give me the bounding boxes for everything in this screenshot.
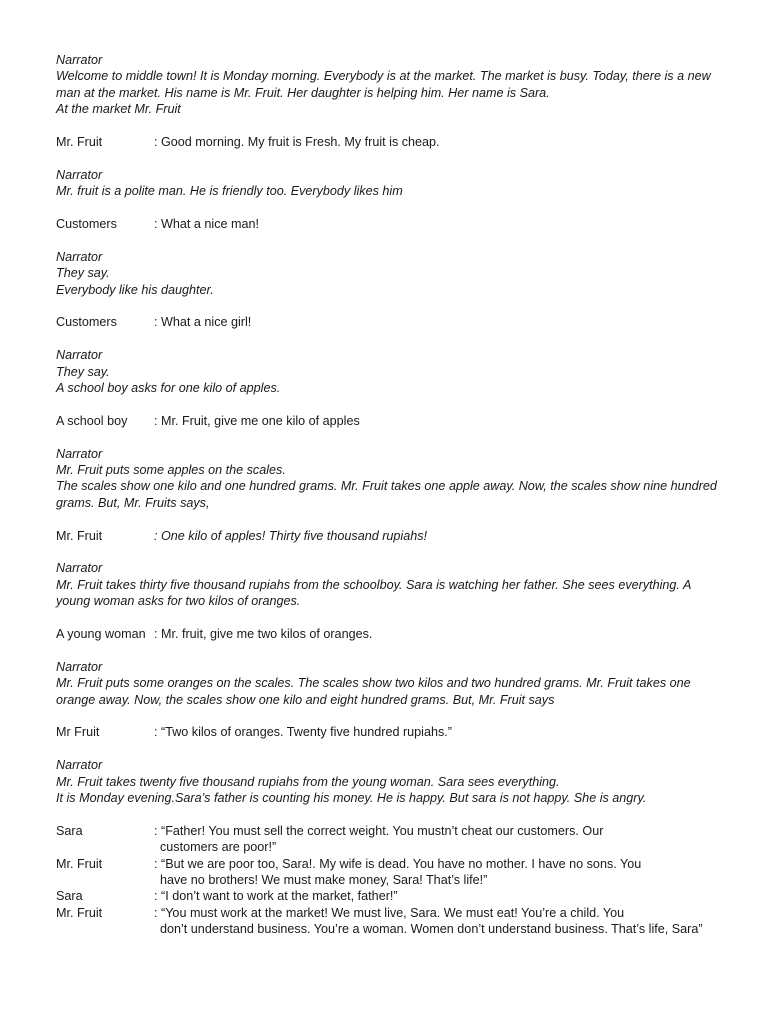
dialogue-line xyxy=(56,856,746,889)
dialogue-text-line: : “I don’t want to work at the market, father!” xyxy=(154,889,398,904)
dialogue-line xyxy=(56,888,746,904)
narration-line: The scales show one kilo and one hundred grams. Mr. Fruit takes one apple away. Now, the scales show nine hundred xyxy=(56,479,717,494)
dialogue-line xyxy=(56,823,746,856)
narration-line: Mr. fruit is a polite man. He is friendly too. Everybody likes him xyxy=(56,184,403,199)
dialogue-text xyxy=(154,856,746,889)
narrator-label: Narrator xyxy=(56,758,103,773)
dialogue-text-line: : What a nice girl! xyxy=(154,315,252,330)
dialogue-text xyxy=(154,905,746,938)
dialogue-text xyxy=(154,216,746,232)
narrator-label: Narrator xyxy=(56,249,103,264)
narration-line: young woman asks for two kilos of oranges. xyxy=(56,594,301,609)
paragraph-gap xyxy=(56,741,746,757)
dialogue-text-line: : “Father! You must sell the correct weight. You mustn’t cheat our customers. Our xyxy=(154,823,604,838)
paragraph-gap xyxy=(56,642,746,658)
dialogue-text-line: : What a nice man! xyxy=(154,217,259,232)
narrator-label: Narrator xyxy=(56,446,103,461)
paragraph-gap xyxy=(56,396,746,412)
dialogue-text-line: : Good morning. My fruit is Fresh. My fruit is cheap. xyxy=(154,135,440,150)
narrator-label: Narrator xyxy=(56,167,103,182)
paragraph-gap xyxy=(56,232,746,248)
paragraph-gap xyxy=(56,511,746,527)
narration-line: Mr. Fruit takes thirty five thousand rupiahs from the schoolboy. Sara is watching her father. She sees everything. A xyxy=(56,577,692,592)
dialogue-line xyxy=(56,905,746,938)
narration-block xyxy=(56,446,746,512)
narration-block xyxy=(56,347,746,396)
narrator-label: Narrator xyxy=(56,561,103,576)
dialogue-text-line: have no brothers! We must make money, Sara! That’s life!” xyxy=(160,873,488,888)
dialogue-text-line: customers are poor!” xyxy=(160,840,277,855)
speaker-name: A school boy xyxy=(56,413,128,428)
dialogue-text-line: : “Two kilos of oranges. Twenty five hundred rupiahs.” xyxy=(154,725,452,740)
narration-line: orange away. Now, the scales show one kilo and eight hundred grams. But, Mr. Fruit says xyxy=(56,692,555,707)
narration-line: man at the market. His name is Mr. Fruit. Her daughter is helping him. Her name is Sara. xyxy=(56,85,550,100)
speaker-name: Customers xyxy=(56,315,117,330)
paragraph-gap xyxy=(56,150,746,166)
speaker-name: Mr. Fruit xyxy=(56,905,103,920)
paragraph-gap xyxy=(56,118,746,134)
dialogue-text-line: : One kilo of apples! Thirty five thousand rupiahs! xyxy=(154,528,428,543)
narration-line: grams. But, Mr. Fruits says, xyxy=(56,495,210,510)
narrator-label: Narrator xyxy=(56,659,103,674)
narration-line: It is Monday evening.Sara’s father is counting his money. He is happy. But sara is not happy. She is angry. xyxy=(56,791,647,806)
dialogue-line xyxy=(56,134,746,150)
dialogue-line xyxy=(56,413,746,429)
paragraph-gap xyxy=(56,331,746,347)
speaker-name: Mr. Fruit xyxy=(56,135,103,150)
narration-line: A school boy asks for one kilo of apples. xyxy=(56,381,281,396)
dialogue-text-line: : Mr. Fruit, give me one kilo of apples xyxy=(154,413,360,428)
paragraph-gap xyxy=(56,708,746,724)
dialogue-line xyxy=(56,314,746,330)
paragraph-gap xyxy=(56,544,746,560)
dialogue-text xyxy=(154,724,746,740)
dialogue-text xyxy=(154,314,746,330)
script-page xyxy=(56,52,746,938)
narration-block xyxy=(56,659,746,708)
narration-line: Welcome to middle town! It is Monday morning. Everybody is at the market. The market is busy. Today, there is a new xyxy=(56,69,711,84)
dialogue-text xyxy=(154,823,746,856)
narration-block xyxy=(56,560,746,609)
dialogue-line xyxy=(56,216,746,232)
paragraph-gap xyxy=(56,429,746,445)
dialogue-text-line: : Mr. fruit, give me two kilos of oranges. xyxy=(154,627,373,642)
narration-line: Mr. Fruit puts some apples on the scales. xyxy=(56,463,286,478)
dialogue-text xyxy=(154,413,746,429)
speaker-name: Mr. Fruit xyxy=(56,528,103,543)
dialogue-text-line: : “But we are poor too, Sara!. My wife is dead. You have no mother. I have no sons. You xyxy=(154,856,642,871)
narration-block xyxy=(56,52,746,118)
narration-block xyxy=(56,249,746,298)
narration-line: Everybody like his daughter. xyxy=(56,282,214,297)
speaker-name: A young woman xyxy=(56,627,146,642)
speaker-name: Sara xyxy=(56,889,83,904)
dialogue-text xyxy=(154,626,746,642)
narration-line: At the market Mr. Fruit xyxy=(56,102,181,117)
paragraph-gap xyxy=(56,200,746,216)
dialogue-text-line: : “You must work at the market! We must live, Sara. We must eat! You’re a child. You xyxy=(154,905,625,920)
speaker-name: Customers xyxy=(56,217,117,232)
paragraph-gap xyxy=(56,806,746,822)
dialogue-line xyxy=(56,724,746,740)
paragraph-gap xyxy=(56,298,746,314)
narration-line: They say. xyxy=(56,364,110,379)
dialogue-text xyxy=(154,134,746,150)
dialogue-text-line: don’t understand business. You’re a woman. Women don’t understand business. That’s life, Sara” xyxy=(160,922,703,937)
dialogue-text xyxy=(154,888,746,904)
dialogue-line xyxy=(56,626,746,642)
narrator-label: Narrator xyxy=(56,53,103,67)
speaker-name: Mr Fruit xyxy=(56,725,100,740)
narration-block xyxy=(56,757,746,806)
dialogue-line xyxy=(56,528,746,544)
narration-line: They say. xyxy=(56,266,110,281)
narration-line: Mr. Fruit puts some oranges on the scales. The scales show two kilos and two hundred grams. Mr. Fruit takes one xyxy=(56,676,691,691)
narrator-label: Narrator xyxy=(56,348,103,363)
speaker-name: Mr. Fruit xyxy=(56,856,103,871)
dialogue-text xyxy=(154,528,746,544)
narration-line: Mr. Fruit takes twenty five thousand rupiahs from the young woman. Sara sees everything. xyxy=(56,774,560,789)
speaker-name: Sara xyxy=(56,823,83,838)
paragraph-gap xyxy=(56,610,746,626)
narration-block xyxy=(56,167,746,200)
